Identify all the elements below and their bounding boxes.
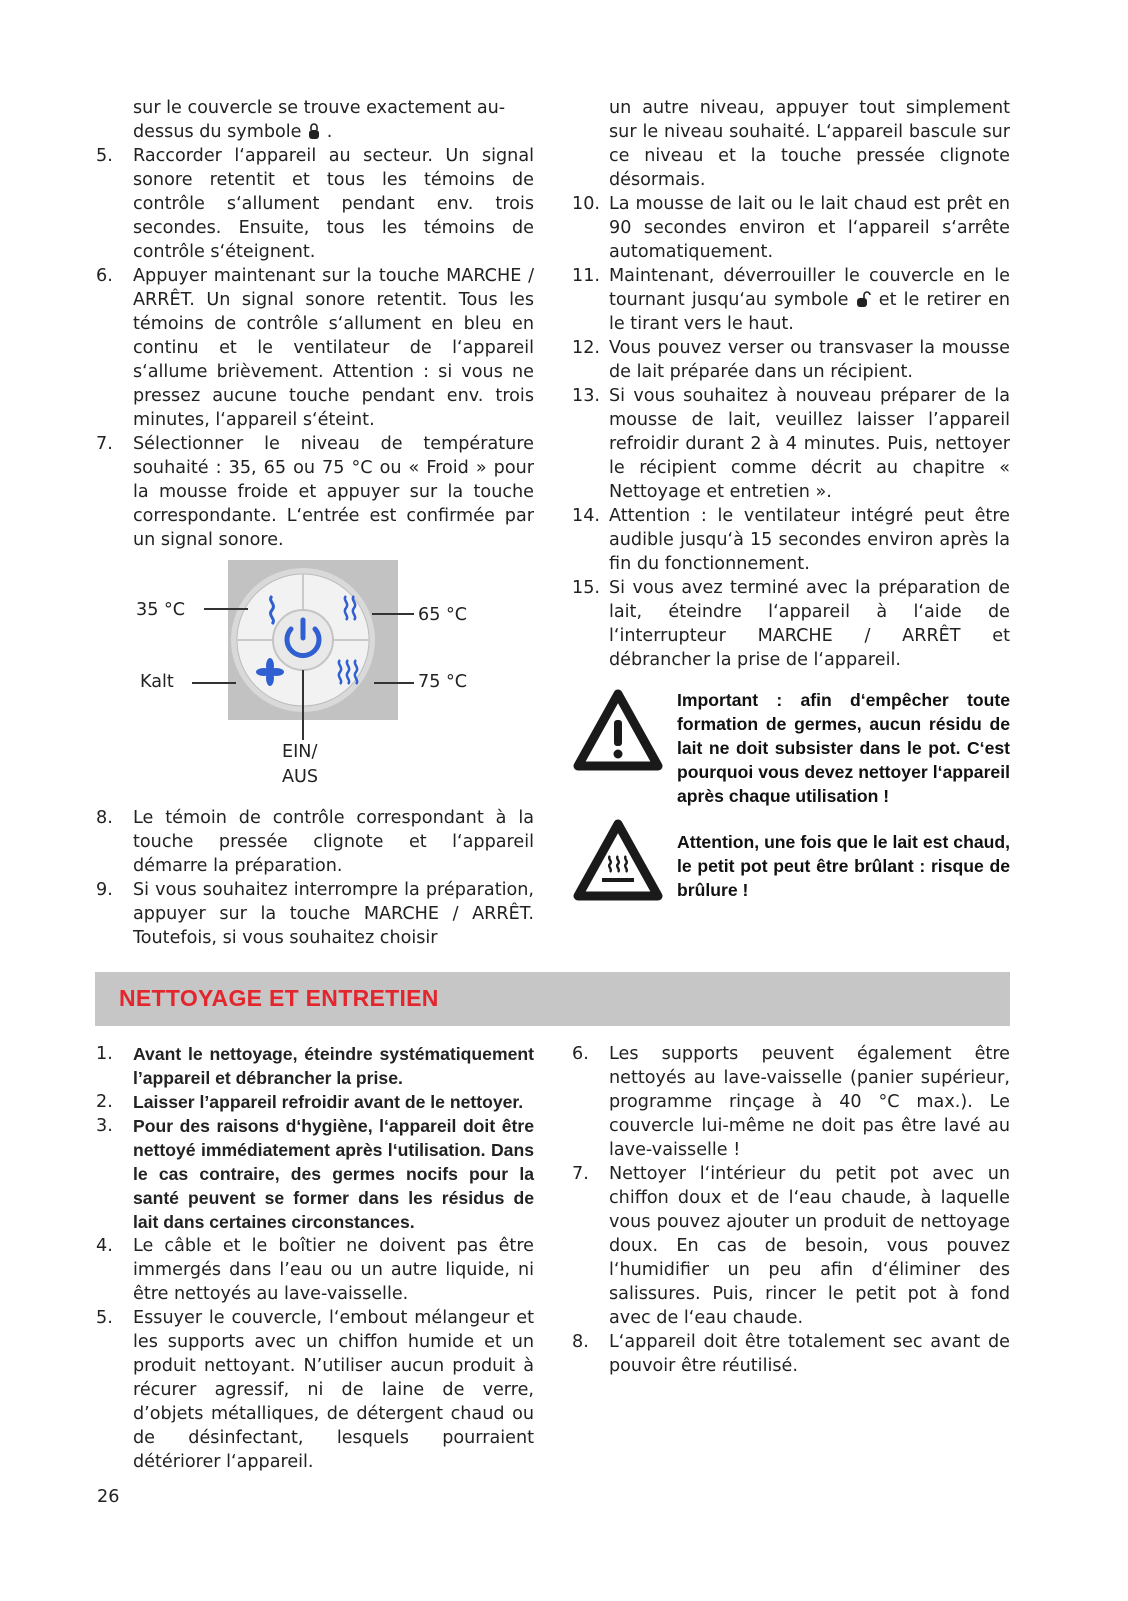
label-75c: 75 °C — [418, 672, 468, 692]
control-panel-diagram — [96, 560, 534, 800]
item-number: 4. — [96, 1236, 113, 1256]
item-text: Essuyer le couvercle, l‘embout mélangeur et les supports avec un chiffon humide et un produit nettoyant. N’utiliser aucun produit à récurer agressif, ni de laine de verre, d’objets métalliques, de détergent chaud ou de désinfectant, lesquels pourraient détériorer l‘appareil. — [133, 1308, 534, 1472]
item-text-cont: et le retirer en le tirant vers le haut. — [609, 290, 1010, 334]
label-aus: AUS — [282, 767, 319, 787]
label-65c: 65 °C — [418, 605, 468, 625]
list-item — [96, 144, 534, 264]
hot-surface-icon — [572, 818, 664, 902]
lock-closed-icon — [307, 122, 321, 140]
item-text: Sélectionner le niveau de température souhaité : 35, 65 ou 75 °C ou « Froid » pour la mousse froide et appuyer sur la touche correspondante. L‘entrée est confirmée par un signal sonore. — [133, 434, 534, 550]
leader-line-75 — [374, 682, 414, 684]
leader-line-35 — [204, 608, 248, 610]
control-panel-drawing — [228, 560, 398, 720]
item-text: Si vous souhaitez à nouveau préparer de la mousse de lait, veuillez laisser l’appareil refroidir durant 2 à 4 minutes. Puis, nettoyer le récipient comme décrit au chapitre « Nettoyage et entretien ». — [609, 386, 1010, 502]
list-item — [572, 1162, 1010, 1330]
list-item — [572, 192, 1010, 264]
item-number: 7. — [96, 434, 113, 454]
item-number: 5. — [96, 146, 113, 166]
item-text: Maintenant, déverrouiller le couvercle en le tournant jusqu‘au symbole — [609, 266, 1010, 310]
left-column-top — [96, 96, 534, 552]
list-item — [572, 504, 1010, 576]
warning-text: Important : afin d‘empêcher toute formation de germes, aucun résidu de lait ne doit subsister dans le pot. C‘est pourquoi vous devez nettoyer l‘appareil après chaque utilisation ! — [677, 690, 1010, 806]
item-text: Attention : le ventilateur intégré peut être audible jusqu‘à 15 secondes environ après la fin du fonctionnement. — [609, 506, 1010, 574]
item-text: Le témoin de contrôle correspondant à la touche pressée clignote et l‘appareil démarre la préparation. — [133, 808, 534, 876]
warning-hot — [572, 818, 1010, 908]
list-item — [96, 1306, 534, 1474]
item-number: 3. — [96, 1116, 113, 1136]
lock-open-icon — [856, 290, 872, 308]
right-column-top — [572, 96, 1010, 672]
list-item — [96, 1090, 534, 1114]
cleaning-left-column — [96, 1042, 534, 1474]
item-text: Appuyer maintenant sur la touche MARCHE / ARRÊT. Un signal sonore retentit. Tous les témoins de contrôle s‘allument en bleu en continu et le ventilateur de l‘appareil s‘allume brièvement. Attention : si vous ne pressez aucune touche pendant env. trois minutes, l‘appareil s‘éteint. — [133, 266, 534, 430]
item-text: Les supports peuvent également être nettoyés au lave-vaisselle (panier supérieur, programme rinçage à 40 °C max.). Le couvercle lui-même ne doit pas être lavé au lave-vaisselle ! — [609, 1044, 1010, 1160]
list-item — [96, 1114, 534, 1234]
label-kalt: Kalt — [140, 672, 174, 692]
section-header — [95, 972, 1010, 1026]
list-item — [96, 806, 534, 878]
intro-line-1: sur le couvercle se trouve exactement au- — [133, 98, 506, 118]
item-number: 12. — [572, 338, 600, 358]
item-text: Si vous avez terminé avec la préparation de lait, éteindre l‘appareil à l‘aide de l‘interrupteur MARCHE / ARRÊT et débrancher la prise de l‘appareil. — [609, 578, 1010, 670]
list-item — [96, 432, 534, 552]
item-text: Raccorder l‘appareil au secteur. Un signal sonore retentit et tous les témoins de contrôle s‘allument pendant env. trois secondes. Ensuite, tous les témoins de contrôle s‘éteignent. — [133, 146, 534, 262]
item-number: 11. — [572, 266, 600, 286]
item-text: L‘appareil doit être totalement sec avant de pouvoir être réutilisé. — [609, 1332, 1010, 1376]
intro-text: sur le couvercle se trouve exactement au- dessus du symbole . — [133, 98, 506, 142]
warning-text: Attention, une fois que le lait est chaud, le petit pot peut être brûlant : risque de brûlure ! — [677, 832, 1010, 900]
item-text: Laisser l’appareil refroidir avant de le nettoyer. — [133, 1092, 524, 1112]
left-column-bottom — [96, 806, 534, 950]
control-panel-image — [228, 560, 398, 720]
item-number: 1. — [96, 1044, 113, 1064]
item-number: 8. — [572, 1332, 589, 1352]
item-text: Avant le nettoyage, éteindre systématiquement l’appareil et débrancher la prise. — [133, 1044, 534, 1088]
item-text: Nettoyer l‘intérieur du petit pot avec un chiffon doux et de l‘eau chaude, à laquelle vous pouvez ajouter un produit de nettoyage doux. En cas de besoin, vous pouvez l‘humidifier un peu afin d‘éliminer des salissures. Puis, rincer le petit pot à fond avec de l‘eau chaude. — [609, 1164, 1010, 1328]
cleaning-right-column — [572, 1042, 1010, 1378]
item-number: 2. — [96, 1092, 113, 1112]
item-number: 10. — [572, 194, 600, 214]
item-number: 6. — [96, 266, 113, 286]
item-text: Si vous souhaitez interrompre la préparation, appuyer sur la touche MARCHE / ARRÊT. Toutefois, si vous souhaitez choisir — [133, 880, 534, 948]
list-item — [572, 384, 1010, 504]
item-number: 7. — [572, 1164, 589, 1184]
label-35c: 35 °C — [136, 600, 186, 620]
list-item — [572, 576, 1010, 672]
list-item — [572, 336, 1010, 384]
item-number: 8. — [96, 808, 113, 828]
list-item — [572, 264, 1010, 336]
leader-line-65 — [372, 613, 414, 615]
label-ein: EIN/ — [282, 742, 318, 762]
leader-line-ein — [302, 670, 304, 740]
list-item — [572, 1330, 1010, 1378]
list-item — [572, 1042, 1010, 1162]
section-title: NETTOYAGE ET ENTRETIEN — [119, 985, 439, 1011]
item-number: 14. — [572, 506, 600, 526]
item-number: 9. — [96, 880, 113, 900]
intro-line-2: dessus du symbole — [133, 122, 302, 142]
item-number: 6. — [572, 1044, 589, 1064]
leader-line-kalt — [192, 682, 236, 684]
page-number: 26 — [97, 1487, 120, 1507]
item-text: Vous pouvez verser ou transvaser la mousse de lait préparée dans un récipient. — [609, 338, 1010, 382]
item-text: La mousse de lait ou le lait chaud est prêt en 90 secondes environ et l‘appareil s‘arrête automatiquement. — [609, 194, 1010, 262]
list-item — [96, 878, 534, 950]
item-text: Pour des raisons d‘hygiène, l‘appareil doit être nettoyé immédiatement après l‘utilisation. Dans le cas contraire, des germes nocifs pour la santé peuvent se former dans les résidus de lait dans certaines circonstances. — [133, 1116, 534, 1232]
list-item — [96, 1234, 534, 1306]
item-text: Le câble et le boîtier ne doivent pas être immergés dans l’eau ou un autre liquide, ni être nettoyés au lave-vaisselle. — [133, 1236, 534, 1304]
list-item — [96, 1042, 534, 1090]
item-number: 5. — [96, 1308, 113, 1328]
item-number: 13. — [572, 386, 600, 406]
list-item — [96, 264, 534, 432]
warning-exclamation-icon — [572, 688, 664, 772]
continued-text: un autre niveau, appuyer tout simplement sur le niveau souhaité. L‘appareil bascule sur ce niveau et la touche pressée clignote désormais. — [609, 98, 1010, 190]
warning-hygiene — [572, 688, 1010, 808]
item-number: 15. — [572, 578, 600, 598]
